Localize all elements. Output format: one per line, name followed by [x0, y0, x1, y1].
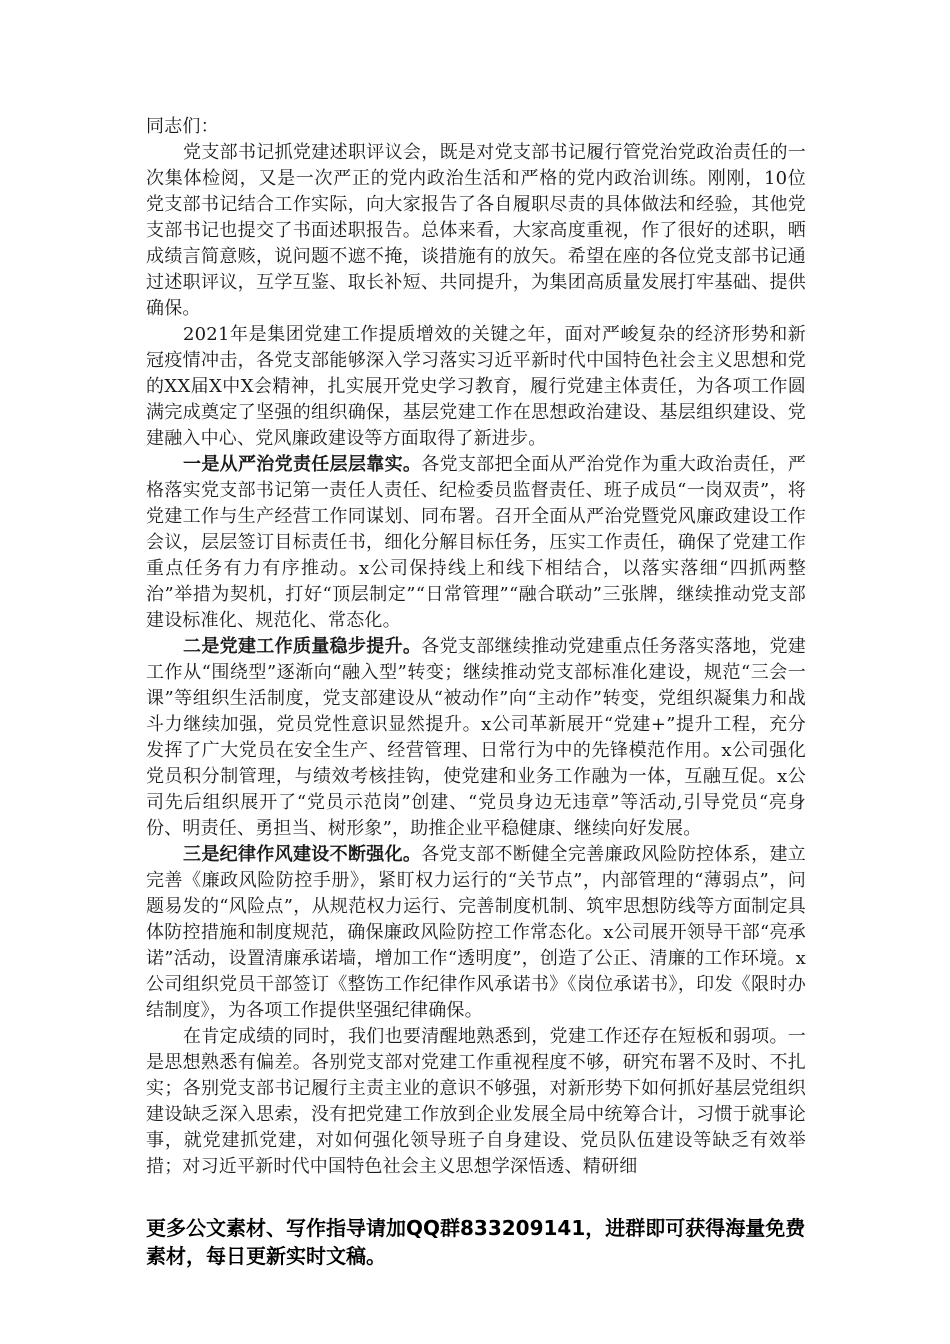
paragraph-text: 在肯定成绩的同时，我们也要清醒地熟悉到，党建工作还存在短板和弱项。一是思想熟悉有偏差。各别党支部对党建工作重视程度不够，研究布署不及时、不扎实；各别党支部书记履行主责主业的意识不够强，对新形势下如何抓好基层党组织建设缺乏深入思索，没有把党建工作放到企业发展全局中统筹合计，习惯于就事论事，就党建抓党建，对如何强化领导班子自身建设、党员队伍建设等缺乏有效举措；对习近平新时代中国特色社会主义思想学深悟透、精研细 — [146, 1026, 806, 1177]
document-body — [146, 114, 806, 1180]
paragraph-overview-2021 — [146, 322, 806, 452]
salutation: 同志们： — [146, 116, 219, 137]
paragraph-shortcomings — [146, 1024, 806, 1180]
paragraph-text: 各党支部把全面从严治党作为重大政治责任，严格落实党支部书记第一责任人责任、纪检委员监督责任、班子成员“一岗双责”，将党建工作与生产经营工作同谋划、同布署。召开全面从严治党暨党风廉政建设工作会议，层层签订目标责任书，细化分解目标任务，压实工作责任，确保了党建工作重点任务有力有序推动。x公司保持线上和线下相结合，以落实落细“四抓两整治”举措为契机，打好“顶层制定”“日常管理”“融合联动”三张牌，继续推动党支部建设标准化、规范化、常态化。 — [146, 454, 806, 631]
paragraph-text: 各党支部继续推动党建重点任务落实落地，党建工作从“围绕型”逐渐向“融入型”转变；继续推动党支部标准化建设，规范“三会一课”等组织生活制度，党支部建设从“被动作”向“主动作”转变，党组织凝集力和战斗力继续加强，党员党性意识显然提升。x公司革新展开“党建+”提升工程，充分发挥了广大党员在安全生产、经营管理、日常行为中的先锋模范作用。x公司强化党员积分制管理，与绩效考核挂钩，使党建和业务工作融为一体，互融互促。x公司先后组织展开了“党员示范岗”创建、“党员身边无违章”等活动,引导党员“亮身份、明责任、勇担当、树形象”，助推企业平稳健康、继续向好发展。 — [146, 636, 806, 839]
paragraph-intro — [146, 140, 806, 322]
paragraph-point-3 — [146, 842, 806, 1024]
promo-footer: 更多公文素材、写作指导请加QQ群833209141，进群即可获得海量免费素材，每日更新实时文稿。 — [146, 1216, 806, 1268]
paragraph-text: 各党支部不断健全完善廉政风险防控体系，建立完善《廉政风险防控手册》，紧盯权力运行的“关节点”，内部管理的“薄弱点”，问题易发的“风险点”，从规范权力运行、完善制度机制、筑牢思想防线等方面制定具体防控措施和制度规范，确保廉政风险防控工作常态化。x公司展开领导干部“亮承诺”活动，设置清廉承诺墙，增加工作“透明度”，创造了公正、清廉的工作环境。x公司组织党员干部签订《整饬工作纪律作风承诺书》《岗位承诺书》，印发《限时办结制度》，为各项工作提供坚强纪律确保。 — [146, 844, 806, 1021]
paragraph-point-2 — [146, 634, 806, 842]
paragraph-text: 党支部书记抓党建述职评议会，既是对党支部书记履行管党治党政治责任的一次集体检阅，又是一次严正的党内政治生活和严格的党内政治训练。刚刚，10位党支部书记结合工作实际，向大家报告了各自履职尽责的具体做法和经验，其他党支部书记也提交了书面述职报告。总体来看，大家高度重视，作了很好的述职，晒成绩言简意赅，说问题不遮不掩，谈措施有的放矢。希望在座的各位党支部书记通过述职评议，互学互鉴、取长补短、共同提升，为集团高质量发展打牢基础、提供确保。 — [146, 142, 806, 319]
paragraph-point-1 — [146, 452, 806, 634]
paragraph-heading: 一是从严治党责任层层靠实。 — [183, 454, 422, 475]
paragraph-heading: 二是党建工作质量稳步提升。 — [183, 636, 422, 657]
paragraph-text: 2021年是集团党建工作提质增效的关键之年，面对严峻复杂的经济形势和新冠疫情冲击，各党支部能够深入学习落实习近平新时代中国特色社会主义思想和党的XX届X中X会精神，扎实展开党史学习教育，履行党建主体责任，为各项工作圆满完成奠定了坚强的组织确保，基层党建工作在思想政治建设、基层组织建设、党建融入中心、党风廉政建设等方面取得了新进步。 — [146, 324, 806, 449]
paragraph-heading: 三是纪律作风建设不断强化。 — [183, 844, 422, 865]
